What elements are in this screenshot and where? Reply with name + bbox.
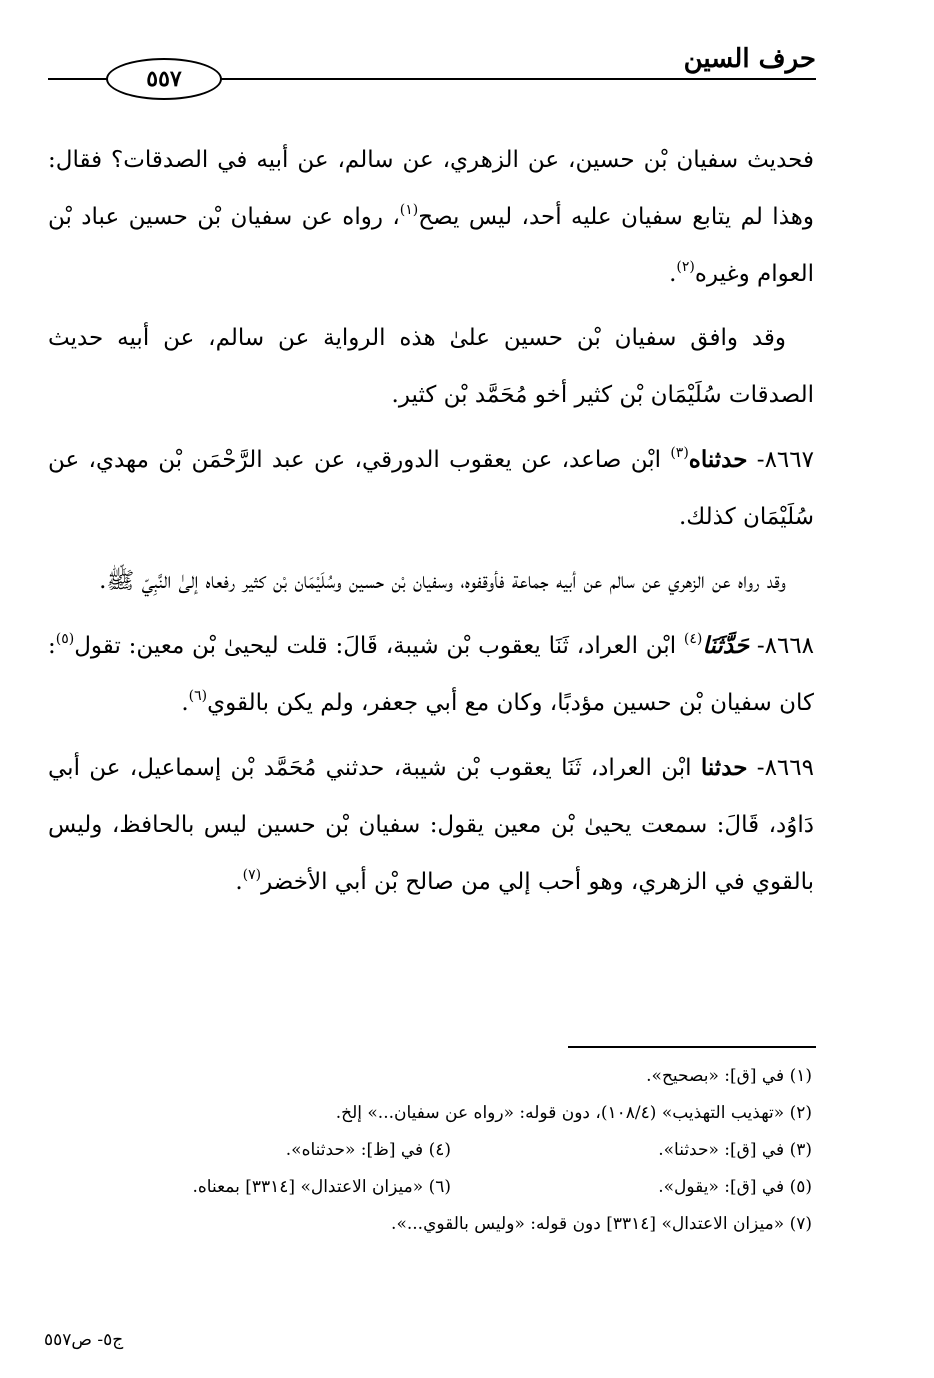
footnote-3: (٣) في [ق]: «حدثنا». — [658, 1140, 812, 1160]
footnote-1: (١) في [ق]: «بصحيح». — [646, 1066, 812, 1086]
hadith-8667: ٨٦٦٧- حدثناه$^{(٣)}$ ابْن صاعد، عن يعقوب الدورقي، عن عبد الرَّحْمَن بْن مهدي، عن سُلَيْمَان كذلك. — [48, 445, 814, 530]
paragraph-4: وقد رواه عن الزهري عن سالم عن أبيه جماعة فأوقفوه، وسفيان بْن حسين وسُلَيْمَان بْن كثير رفعاه إلىٰ النَّبِيّ ﷺ. — [99, 568, 786, 594]
page-number-badge: ٥٥٧ — [106, 58, 222, 100]
volume-page-footer: ج٥- ص٥٥٧ — [44, 1330, 124, 1350]
footnotes — [90, 1058, 812, 1243]
footnote-ref-6: (٦) — [188, 688, 208, 704]
footnote-2: (٢) «تهذيب التهذيب» (١٠٨/٤)، دون قوله: «رواه عن سفيان...» إلخ. — [335, 1103, 812, 1123]
footnote-4: (٤) في [ظ]: «حدثناه». — [285, 1140, 451, 1160]
paragraph-1: فحديث سفيان بْن حسين، عن الزهري، عن سالم، عن أبيه في الصدقات؟ فقال: وهذا لم يتابع سفيان عليه أحد، ليس يصح$^{(١)}$، رواه عن سفيان بْن حسين عباد بْن العوام وغيره$^{(٢)}$. — [48, 147, 815, 287]
footnote-7: (٧) «ميزان الاعتدال» [٣٣١٤] دون قوله: «وليس بالقوي...». — [391, 1214, 812, 1234]
paragraph-2: وقد وافق سفيان بْن حسين علىٰ هذه الرواية عن سالم، عن أبيه حديث الصدقات سُلَيْمَان بْن كثير أخو مُحَمَّد بْن كثير. — [48, 325, 814, 408]
footnote-ref-4: (٤) — [683, 631, 703, 647]
main-text — [48, 132, 814, 918]
footnote-ref-5: (٥) — [55, 631, 75, 647]
footnote-ref-2: (٢) — [676, 259, 695, 275]
footnote-ref-3: (٣) — [670, 445, 689, 461]
chapter-title: حرف السين — [683, 44, 816, 74]
footnote-separator — [568, 1046, 816, 1048]
page-header — [48, 44, 816, 104]
hadith-8669: ٨٦٦٩- حدثنا ابْن العراد، ثَنَا يعقوب بْن شيبة، حدثني مُحَمَّد بْن إسماعيل، عن أبي دَاوُد، قَالَ: سمعت يحيىٰ بْن معين يقول: سفيان بْن حسين ليس بالحافظ، وليس بالقوي في الزهري، وهو أحب إلي من صالح بْن أبي الأخضر$^{(٧)}$. — [48, 754, 814, 895]
footnote-5: (٥) في [ق]: «يقول». — [658, 1177, 812, 1197]
footnote-row-3-4 — [90, 1132, 812, 1169]
footnote-ref-1: (١) — [399, 202, 419, 218]
footnote-6: (٦) «ميزان الاعتدال» [٣٣١٤] بمعناه. — [192, 1177, 451, 1197]
footnote-ref-7: (٧) — [242, 867, 262, 883]
footnote-row-5-6 — [90, 1169, 812, 1206]
hadith-8668: ٨٦٦٨- حَدَّثَنَا$^{(٤)}$ ابْن العراد، ثَنَا يعقوب بْن شيبة، قَالَ: قلت ليحيىٰ بْن معين: تقول$^{(٥)}$: كان سفيان بْن حسين مؤدبًا، وكان مع أبي جعفر، ولم يكن بالقوي$^{(٦)}$. — [48, 631, 815, 716]
